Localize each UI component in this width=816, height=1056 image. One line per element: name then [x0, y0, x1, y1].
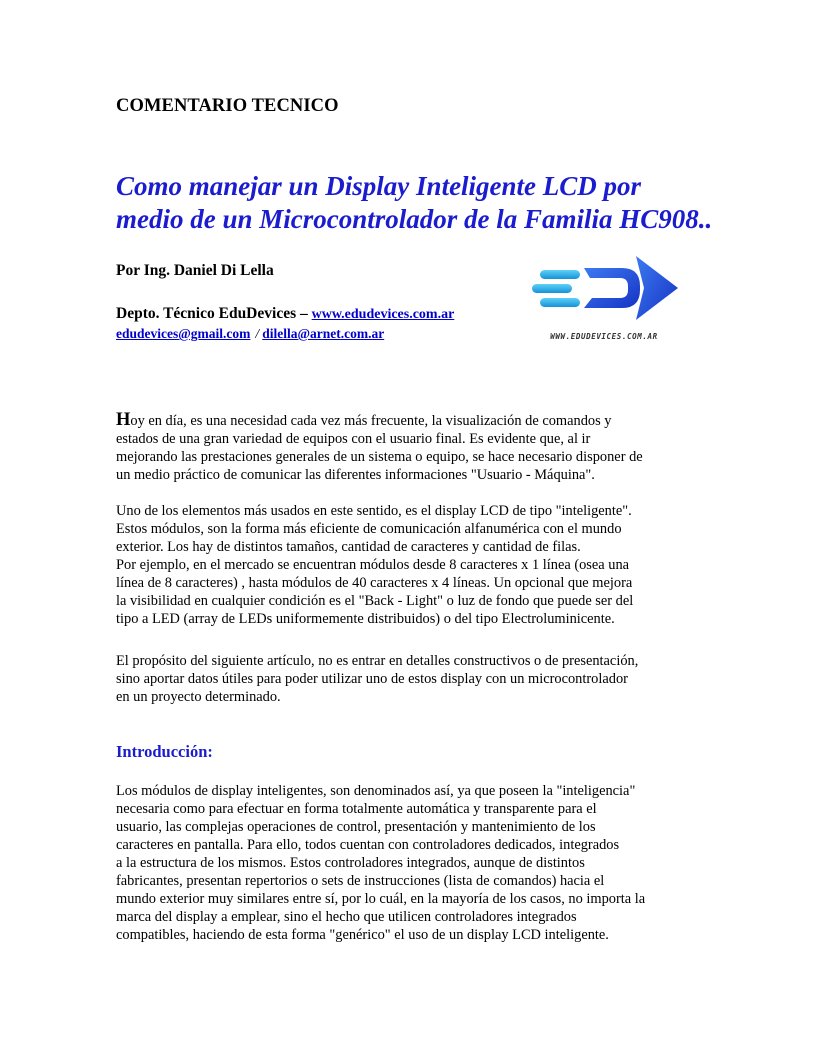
- paragraph-line: Uno de los elementos más usados en este sentido, es el display LCD de tipo "inteligente".: [116, 503, 632, 519]
- paragraph-line: [116, 411, 716, 430]
- paragraph-2: [116, 502, 716, 628]
- paragraph-line: fabricantes, presentan repertorios o sets de instrucciones (lista de comandos) hacia el: [116, 873, 605, 889]
- paragraph-line: tipo a LED (array de LEDs uniformemente distribuidos) o del tipo Electroluminicente.: [116, 611, 615, 627]
- title-line: Como manejar un Display Inteligente LCD por: [116, 171, 642, 201]
- paragraph-line: a la estructura de los mismos. Estos controladores integrados, aunque de distintos: [116, 855, 585, 871]
- edudevices-logo: [518, 248, 690, 346]
- paragraph-line: marca del display a emplear, sino el hecho que utilicen controladores integrados: [116, 909, 577, 925]
- paragraph-line: Por ejemplo, en el mercado se encuentran módulos desde 8 caracteres x 1 línea (osea una: [116, 557, 630, 573]
- paragraph-line: estados de una gran variedad de equipos con el usuario final. Es evidente que, al ir: [116, 431, 591, 447]
- dropcap: H: [116, 410, 131, 430]
- dept-line: [116, 305, 454, 323]
- paragraph-line: usuario, las complejas operaciones de control, presentación y mantenimiento de los: [116, 819, 596, 835]
- paragraph-line: necesaria como para efectuar en forma totalmente automática y transparente para el: [116, 801, 597, 817]
- author-line: Por Ing. Daniel Di Lella: [116, 262, 274, 279]
- paragraph-line: la visibilidad en cualquier condición es el "Back - Light" o luz de fondo que puede ser del: [116, 593, 634, 609]
- paragraph-line: un medio práctico de comunicar las diferentes informaciones "Usuario - Máquina".: [116, 467, 595, 483]
- logo-caption: WWW.EDUDEVICES.COM.AR: [550, 332, 658, 341]
- website-link[interactable]: www.edudevices.com.ar: [311, 307, 455, 322]
- paragraph-1: [116, 411, 716, 484]
- email-separator: /: [255, 326, 260, 341]
- email-link-edudevices[interactable]: edudevices@gmail.com: [116, 326, 251, 341]
- paragraph-line: exterior. Los hay de distintos tamaños, cantidad de caracteres y cantidad de filas.: [116, 539, 581, 555]
- dept-label: Depto. Técnico EduDevices –: [116, 305, 312, 322]
- email-link-dilella[interactable]: dilella@arnet.com.ar: [262, 326, 385, 341]
- title-line: medio de un Microcontrolador de la Familia HC908..: [116, 204, 713, 234]
- paragraph-3: [116, 652, 716, 706]
- paragraph-line: en un proyecto determinado.: [116, 689, 281, 705]
- paragraph-line-text: oy en día, es una necesidad cada vez más frecuente, la visualización de comandos y: [130, 413, 612, 429]
- intro-heading: Introducción:: [116, 742, 213, 761]
- paragraph-line: mundo exterior muy similares entre sí, por lo cuál, en la mayoría de los casos, no importa la: [116, 891, 646, 907]
- section-label: COMENTARIO TECNICO: [116, 96, 339, 116]
- edudevices-logo-icon: [518, 248, 690, 332]
- paragraph-line: mejorando las prestaciones generales de un sistema o equipo, se hace necesario disponer de: [116, 449, 643, 465]
- email-line: [116, 326, 384, 342]
- paragraph-4: [116, 782, 716, 944]
- paragraph-line: Estos módulos, son la forma más eficiente de comunicación alfanumérica con el mundo: [116, 521, 622, 537]
- paragraph-line: El propósito del siguiente artículo, no es entrar en detalles constructivos o de presentación,: [116, 653, 639, 669]
- paragraph-line: línea de 8 caracteres) , hasta módulos de 40 caracteres x 4 líneas. Un opcional que mejora: [116, 575, 633, 591]
- paragraph-line: compatibles, haciendo de esta forma "genérico" el uso de un display LCD inteligente.: [116, 927, 609, 943]
- article-title: [116, 170, 756, 236]
- paragraph-line: sino aportar datos útiles para poder utilizar uno de estos display con un microcontrolador: [116, 671, 628, 687]
- paragraph-line: caracteres en pantalla. Para ello, todos cuentan con controladores dedicados, integrados: [116, 837, 620, 853]
- paragraph-line: Los módulos de display inteligentes, son denominados así, ya que poseen la "inteligencia": [116, 783, 636, 799]
